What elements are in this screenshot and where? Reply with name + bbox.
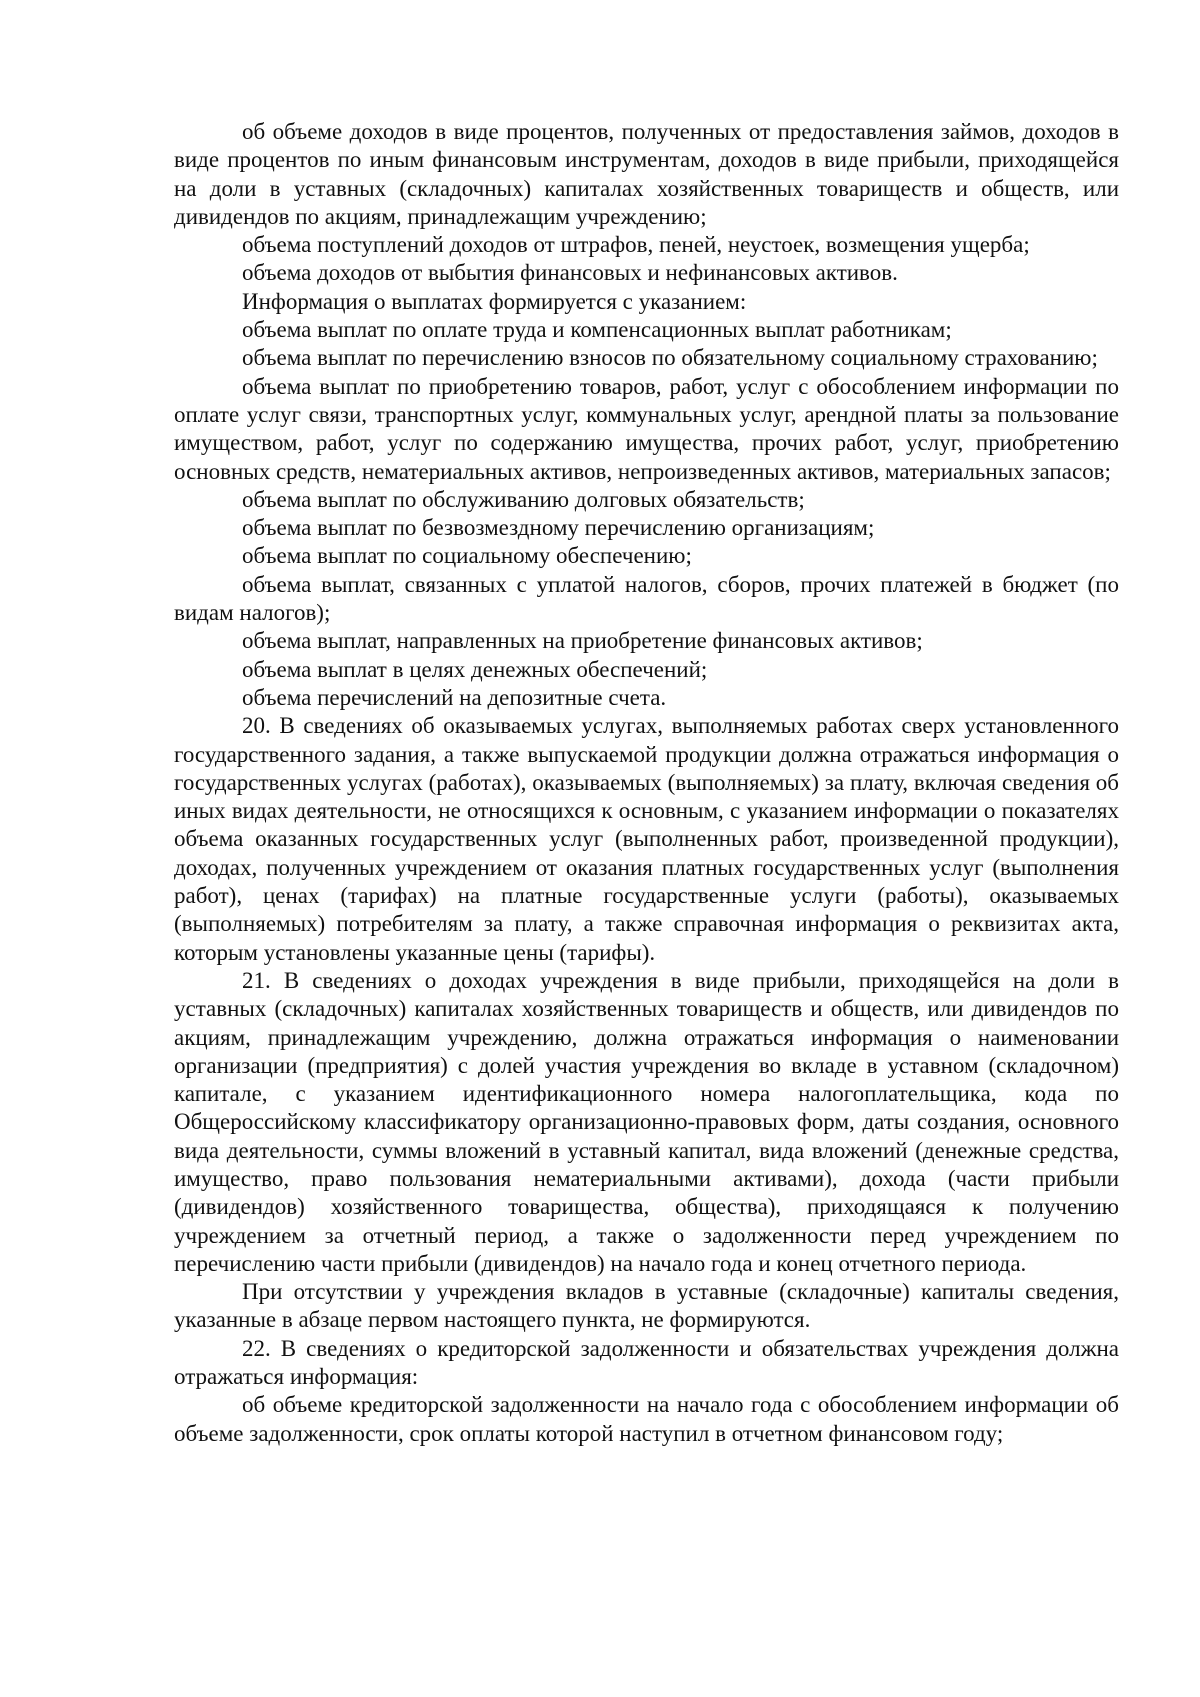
paragraph-section-21: 21. В сведениях о доходах учреждения в виде прибыли, приходящейся на доли в уставных (складочных) капиталах хозяйственных товариществ и обществ, или дивидендов по акциям, принадлежащим учреждению, должна отражаться информация о наименовании организации (предприятия) с долей участия учреждения во вкладе в уставном (складочном) капитале, с указанием идентификационного номера налогоплательщика, кода по Общероссийскому классификатору организационно-правовых форм, даты создания, основного вида деятельности, суммы вложений в уставный капитал, вида вложений (денежные средства, имущество, право пользования нематериальными активами), дохода (части прибыли (дивидендов) хозяйственного товарищества, общества), приходящаяся к получению учреждением за отчетный период, а также о задолженности перед учреждением по перечислению части прибыли (дивидендов) на начало года и конец отчетного периода. [174,967,1119,1276]
paragraph-payments-taxes: объема выплат, связанных с уплатой налогов, сборов, прочих платежей в бюджет (по видам налогов); [174,571,1119,626]
paragraph-payments-intro: Информация о выплатах формируется с указанием: [242,288,747,314]
paragraph-income-fines: объема поступлений доходов от штрафов, пеней, неустоек, возмещения ущерба; [242,232,1030,258]
paragraph-payments-social: объема выплат по социальному обеспечению; [242,543,692,569]
paragraph-payments-insurance: объема выплат по перечислению взносов по обязательному социальному страхованию; [242,345,1098,371]
paragraph-income-interest: об объеме доходов в виде процентов, полученных от предоставления займов, доходов в виде процентов по иным финансовым инструментам, доходов в виде прибыли, приходящейся на доли в уставных (складочных) капиталах хозяйственных товариществ и обществ, или дивидендов по акциям, принадлежащим учреждению; [174,119,1119,229]
paragraph-payments-debt: объема выплат по обслуживанию долговых обязательств; [242,486,805,512]
paragraph-payments-deposits: объема перечислений на депозитные счета. [242,684,667,710]
paragraph-income-disposal: объема доходов от выбытия финансовых и нефинансовых активов. [242,260,898,286]
paragraph-payments-gratuitous: объема выплат по безвозмездному перечислению организациям; [242,515,875,541]
paragraph-section-22: 22. В сведениях о кредиторской задолженности и обязательствах учреждения должна отражаться информация: [174,1335,1119,1390]
paragraph-section-22-creditor: об объеме кредиторской задолженности на начало года с обособлением информации об объеме задолженности, срок оплаты которой наступил в отчетном финансовом году; [174,1392,1119,1446]
paragraph-section-20: 20. В сведениях об оказываемых услугах, выполняемых работах сверх установленного государственного задания, а также выпускаемой продукции должна отражаться информация о государственных услугах (работах), оказываемых (выполняемых) за плату, включая сведения об иных видах деятельности, не относящихся к основным, с указанием информации о показателях объема оказанных государственных услуг (выполненных работ, произведенной продукции), доходах, полученных учреждением от оказания платных государственных услуг (выполнения работ), ценах (тарифах) на платные государственные услуги (работы), оказываемых (выполняемых) потребителям за плату, а также справочная информация о реквизитах акта, которым установлены указанные цены (тарифы). [174,713,1119,965]
document-page [174,118,1119,1448]
paragraph-section-21-absence: При отсутствии у учреждения вкладов в уставные (складочные) капиталы сведения, указанные в абзаце первом настоящего пункта, не формируются. [174,1279,1119,1333]
paragraph-payments-goods: объема выплат по приобретению товаров, работ, услуг с обособлением информации по оплате услуг связи, транспортных услуг, коммунальных услуг, арендной платы за пользование имуществом, работ, услуг по содержанию имущества, прочих работ, услуг, приобретению основных средств, нематериальных активов, непроизведенных активов, материальных запасов; [174,373,1119,484]
paragraph-payments-labor: объема выплат по оплате труда и компенсационных выплат работникам; [242,317,952,343]
paragraph-payments-monetary: объема выплат в целях денежных обеспечений; [242,656,708,682]
paragraph-payments-financial-assets: объема выплат, направленных на приобретение финансовых активов; [242,628,923,654]
